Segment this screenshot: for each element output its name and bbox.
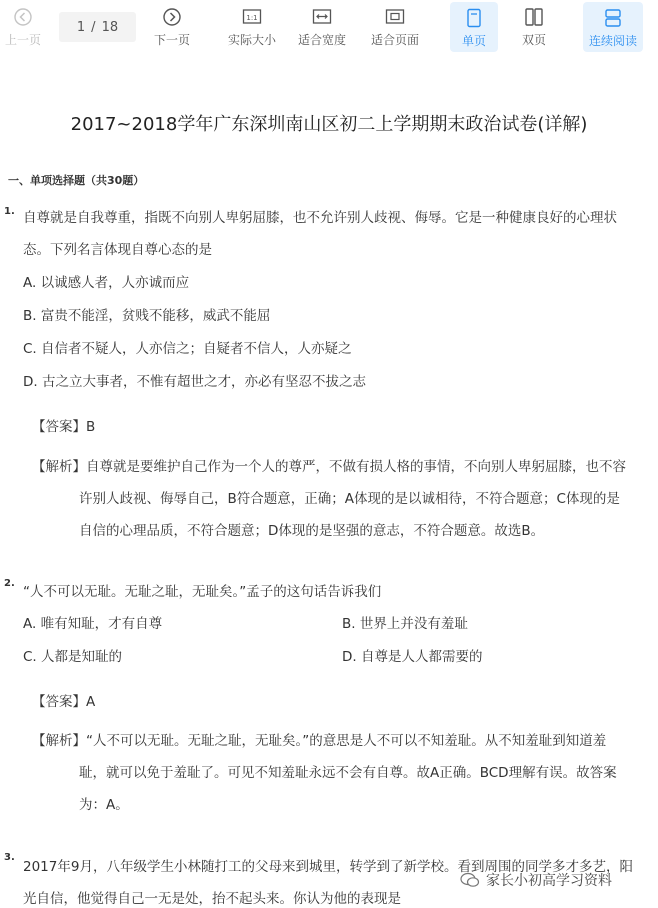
fit-page-icon (385, 7, 405, 27)
fit-width-label: 适合宽度 (297, 33, 346, 47)
question-stem: 2017年9月，八年级学生小林随打工的父母来到城里，转学到了新学校。看到周围的同学多才多艺，阳 (23, 859, 633, 875)
svg-text:1:1: 1:1 (246, 14, 258, 22)
wechat-icon (460, 872, 480, 888)
continuous-reading-button[interactable] (583, 2, 643, 52)
analysis-text: 自信的心理品质，不符合题意；D体现的是坚强的意志，不符合题意。故选B。 (79, 523, 545, 539)
analysis-text: 耻，就可以免于羞耻了。可见不知羞耻永远不会有自尊。故A正确。BCD理解有误。故答案 (79, 765, 617, 781)
double-page-label: 双页 (521, 33, 546, 47)
continuous-reading-label: 连续阅读 (588, 34, 637, 48)
current-page: 1 (76, 19, 86, 35)
analysis-label: 【解析】 (32, 733, 86, 749)
document-title: 2017~2018学年广东深圳南山区初二上学期期末政治试卷(详解) (70, 114, 588, 135)
watermark-text: 家长小初高学习资料 (486, 873, 612, 889)
double-page-button[interactable] (514, 0, 554, 52)
total-pages: 18 (101, 19, 119, 35)
answer-value: B (86, 419, 96, 435)
double-page-icon (524, 7, 544, 27)
next-page-label: 下一页 (153, 33, 190, 47)
analysis-row (32, 729, 606, 749)
answer-row (32, 690, 95, 710)
single-page-label: 单页 (461, 34, 486, 48)
analysis-label: 【解析】 (32, 459, 86, 475)
analysis-text: 为：A。 (79, 797, 129, 813)
prev-page-label: 上一页 (4, 33, 41, 47)
fit-page-label: 适合页面 (370, 33, 419, 47)
option-a: A. 以诚感人者，人亦诚而应 (23, 275, 190, 291)
page-separator: / (91, 19, 96, 35)
actual-size-icon (242, 7, 262, 27)
option-d: D. 自尊是人人都需要的 (342, 649, 483, 665)
question-stem: 自尊就是自我尊重，指既不向别人卑躬屈膝，也不允许别人歧视、侮辱。它是一种健康良好的心理状 (23, 210, 617, 226)
chevron-left-icon (13, 7, 33, 27)
next-page-button[interactable] (150, 0, 194, 52)
section-heading: 一、单项选择题（共30题） (8, 174, 145, 187)
analysis-text: 许别人歧视、侮辱自己，B符合题意，正确；A体现的是以诚相待，不符合题意；C体现的是 (79, 491, 620, 507)
analysis-text: “人不可以无耻。无耻之耻，无耻矣。”的意思是人不可以不知羞耻。从不知羞耻到知道羞 (86, 733, 607, 749)
chevron-right-icon (162, 7, 182, 27)
option-c: C. 自信者不疑人，人亦信之；自疑者不信人，人亦疑之 (23, 341, 352, 357)
analysis-row (32, 455, 626, 475)
question-stem: “人不可以无耻。无耻之耻，无耻矣。”孟子的这句话告诉我们 (23, 584, 382, 600)
option-a: A. 唯有知耻，才有自尊 (23, 616, 163, 632)
answer-label: 【答案】 (32, 419, 86, 435)
single-page-button[interactable] (450, 2, 498, 52)
question-number: 3. (4, 852, 15, 863)
watermark (460, 870, 612, 890)
analysis-text: 自尊就是要维护自己作为一个人的尊严，不做有损人格的事情，不向别人卑躬屈膝，也不容 (86, 459, 626, 475)
option-d: D. 古之立大事者，不惟有超世之才，亦必有坚忍不拔之志 (23, 374, 366, 390)
option-c: C. 人都是知耻的 (23, 649, 123, 665)
actual-size-label: 实际大小 (227, 33, 276, 47)
answer-row (32, 415, 95, 435)
question-stem: 态。下列名言体现自尊心态的是 (23, 242, 212, 258)
fit-width-icon (312, 7, 332, 27)
page-number-input[interactable] (59, 12, 136, 42)
answer-label: 【答案】 (32, 694, 86, 710)
continuous-reading-icon (604, 8, 622, 28)
option-b: B. 世界上并没有羞耻 (342, 616, 468, 632)
question-stem: 光自信，他觉得自己一无是处，抬不起头来。你认为他的表现是 (23, 891, 401, 907)
question-number: 1. (4, 206, 15, 217)
answer-value: A (86, 694, 96, 710)
fit-page-button[interactable] (367, 0, 423, 52)
actual-size-button[interactable] (224, 0, 280, 52)
fit-width-button[interactable] (294, 0, 350, 52)
prev-page-button[interactable] (2, 0, 44, 52)
single-page-icon (466, 8, 482, 28)
reader-toolbar (0, 0, 658, 56)
option-b: B. 富贵不能淫，贫贱不能移，威武不能屈 (23, 308, 271, 324)
question-number: 2. (4, 578, 15, 589)
